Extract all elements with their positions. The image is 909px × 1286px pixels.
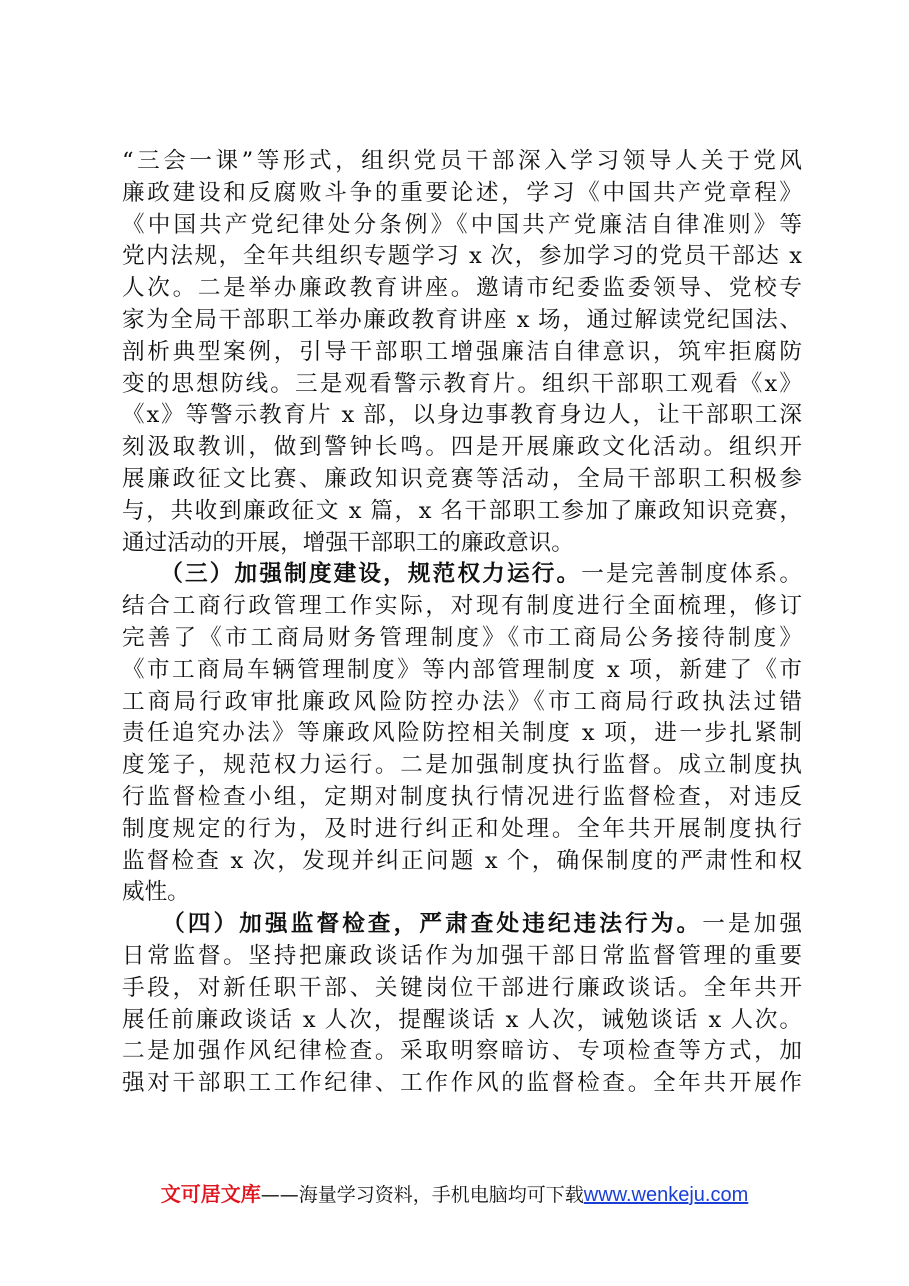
text-line: 手段，对新任职干部、关键岗位干部进行廉政谈话。全年共开 — [122, 974, 802, 1001]
text-line: 家为全局干部职工举办廉政教育讲座 x 场，通过解读党纪国法、 — [122, 306, 802, 333]
text-line: 行监督检查小组，定期对制度执行情况进行监督检查，对违反 — [122, 783, 802, 810]
paragraph-first-line — [122, 559, 802, 591]
text-line: 威性。 — [122, 879, 190, 906]
text-line: 通过活动的开展，增强干部职工的廉政意识。 — [122, 529, 574, 556]
text-line: 与，共收到廉政征文 x 篇，x 名干部职工参加了廉政知识竞赛， — [122, 497, 802, 524]
text-line: “三会一课”等形式，组织党员干部深入学习领导人关于党风 — [122, 148, 802, 174]
text-line: 《市工商局车辆管理制度》等内部管理制度 x 项，新建了《市 — [122, 656, 802, 683]
text-line: 展任前廉政谈话 x 人次，提醒谈话 x 人次，诫勉谈话 x 人次。 — [122, 1006, 802, 1033]
text-line: 展廉政征文比赛、廉政知识竞赛等活动，全局干部职工积极参 — [122, 465, 802, 492]
section-heading: （四）加强监督检查，严肃查处违纪违法行为。 — [173, 911, 703, 938]
brand-name: 文可居文库 — [160, 1182, 261, 1206]
paragraph-1 — [122, 146, 802, 559]
text-line: 工商局行政审批廉政风险防控办法》《市工商局行政执法过错 — [122, 688, 802, 715]
text-run: 一是完善制度体系。 — [581, 561, 803, 588]
text-line: 二是加强作风纪律检查。采取明察暗访、专项检查等方式，加 — [122, 1038, 802, 1065]
paragraph-2 — [122, 559, 802, 909]
text-line: 党内法规，全年共组织专题学习 x 次，参加学习的党员干部达 x — [122, 243, 802, 270]
footer-slogan: ——海量学习资料，手机电脑均可下载 — [260, 1184, 584, 1206]
text-run: 一是加强 — [702, 911, 803, 938]
text-line: 人次。二是举办廉政教育讲座。邀请市纪委监委领导、党校专 — [122, 275, 802, 302]
text-line: 《x》等警示教育片 x 部，以身边事教育身边人，让干部职工深 — [122, 402, 802, 429]
text-line: 制度规定的行为，及时进行纠正和处理。全年共开展制度执行 — [122, 815, 802, 842]
document-body — [122, 146, 802, 1100]
paragraph-3 — [122, 909, 802, 1100]
text-line: 剖析典型案例，引导干部职工增强廉洁自律意识，筑牢拒腐防 — [122, 338, 802, 365]
paragraph-first-line — [122, 909, 802, 941]
text-line: 变的思想防线。三是观看警示教育片。组织干部职工观看《x》 — [122, 370, 802, 397]
section-heading: （三）加强制度建设，规范权力运行。 — [171, 561, 582, 588]
text-line: 日常监督。坚持把廉政谈话作为加强干部日常监督管理的重要 — [122, 942, 802, 969]
text-line: 结合工商行政管理工作实际，对现有制度进行全面梳理，修订 — [122, 593, 802, 620]
text-line: 度笼子，规范权力运行。二是加强制度执行监督。成立制度执 — [122, 752, 802, 779]
footer-banner — [0, 1180, 909, 1209]
text-line: 刻汲取教训，做到警钟长鸣。四是开展廉政文化活动。组织开 — [122, 434, 802, 461]
website-link[interactable]: www.wenkeju.com — [583, 1184, 749, 1206]
text-line: 廉政建设和反腐败斗争的重要论述，学习《中国共产党章程》 — [122, 179, 802, 206]
text-line: 完善了《市工商局财务管理制度》《市工商局公务接待制度》 — [122, 624, 802, 651]
text-line: 监督检查 x 次，发现并纠正问题 x 个，确保制度的严肃性和权 — [122, 847, 802, 874]
text-line: 强对干部职工工作纪律、工作作风的监督检查。全年共开展作 — [122, 1070, 802, 1097]
text-line: 《中国共产党纪律处分条例》《中国共产党廉洁自律准则》等 — [122, 211, 802, 238]
text-line: 责任追究办法》等廉政风险防控相关制度 x 项，进一步扎紧制 — [122, 720, 802, 747]
